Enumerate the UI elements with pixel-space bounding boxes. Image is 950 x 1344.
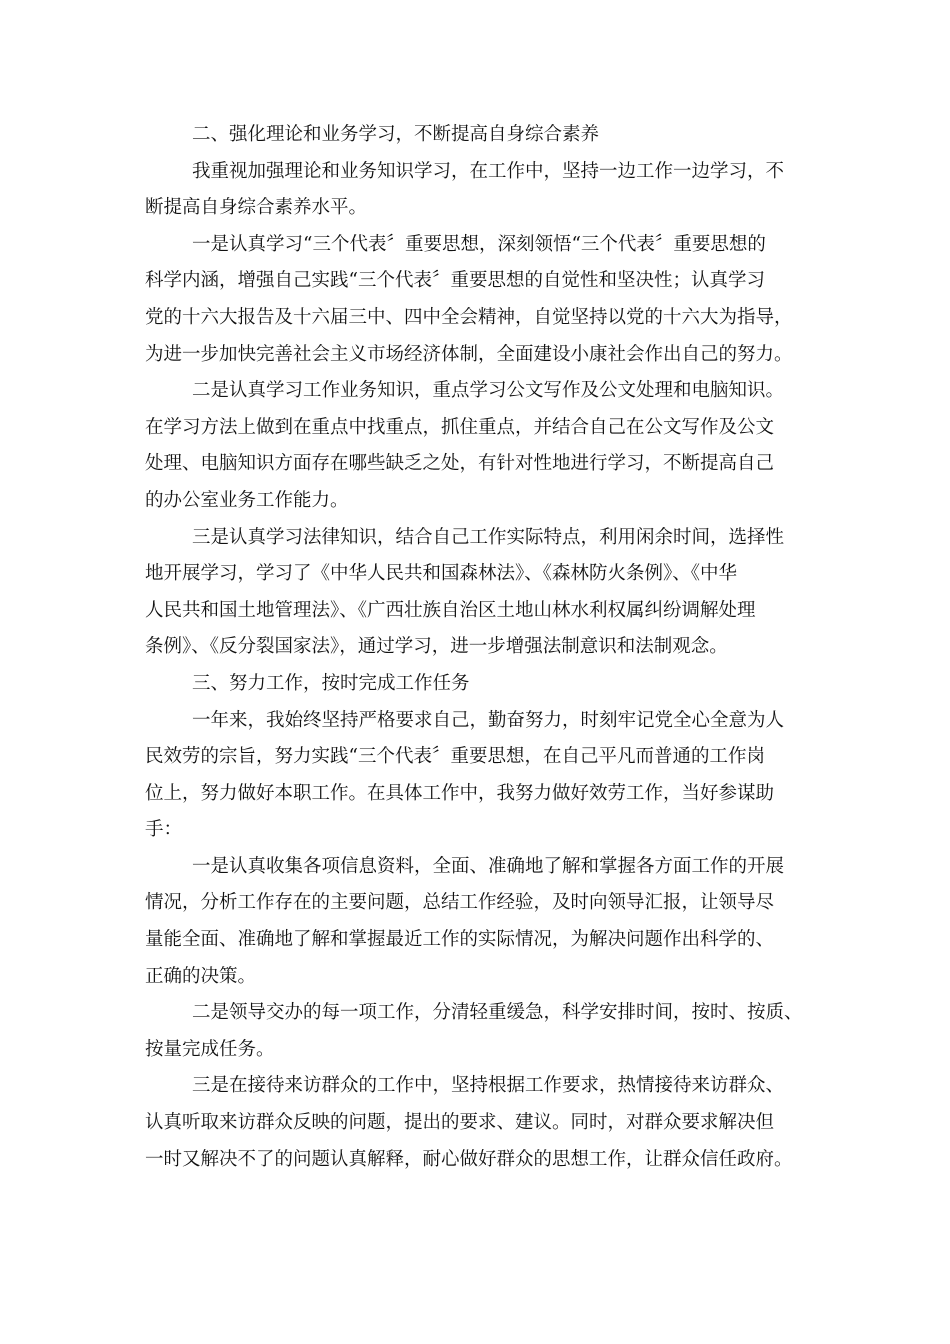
document-line: 认真听取来访群众反映的问题，提出的要求、建议。同时，对群众要求解决但	[145, 1112, 775, 1134]
document-line: 民效劳的宗旨，努力实践“三个代表〞重要思想，在自己平凡而普通的工作岗	[145, 746, 765, 768]
document-line: 手：	[145, 819, 183, 841]
document-line: 为进一步加快完善社会主义市场经济体制，全面建设小康社会作出自己的努力。	[145, 343, 793, 365]
document-line: 量能全面、准确地了解和掌握最近工作的实际情况，为解决问题作出科学的、	[145, 929, 775, 951]
document-line: 三是在接待来访群众的工作中，坚持根据工作要求，热情接待来访群众、	[192, 1075, 785, 1097]
document-line: 在学习方法上做到在重点中找重点，抓住重点，并结合自己在公文写作及公文	[145, 416, 775, 438]
document-line: 位上，努力做好本职工作。在具体工作中，我努力做好效劳工作，当好参谋助	[145, 782, 775, 804]
document-line: 正确的决策。	[145, 965, 257, 987]
document-line: 党的十六大报告及十六届三中、四中全会精神，自觉坚持以党的十六大为指导，	[145, 306, 793, 328]
document-line: 断提高自身综合素养水平。	[145, 197, 368, 219]
document-line: 我重视加强理论和业务知识学习，在工作中，坚持一边工作一边学习，不	[192, 160, 785, 182]
document-line: 三、努力工作，按时完成工作任务	[192, 672, 470, 694]
document-line: 地开展学习，学习了《中华人民共和国森林法》、《森林防火条例》、《中华	[145, 563, 738, 585]
document-line: 三是认真学习法律知识，结合自己工作实际特点，利用闲余时间，选择性	[192, 526, 785, 548]
document-line: 一年来，我始终坚持严格要求自己，勤奋努力，时刻牢记党全心全意为人	[192, 709, 785, 731]
document-line: 二、强化理论和业务学习，不断提高自身综合素养	[192, 124, 600, 145]
document-line: 科学内涵，增强自己实践“三个代表〞重要思想的自觉性和坚决性；认真学习	[145, 270, 765, 292]
document-line: 二是领导交办的每一项工作，分清轻重缓急，科学安排时间，按时、按质、	[192, 1002, 803, 1024]
document-line: 条例》、《反分裂国家法》，通过学习，进一步增强法制意识和法制观念。	[145, 636, 728, 658]
document-line: 一是认真收集各项信息资料，全面、准确地了解和掌握各方面工作的开展	[192, 855, 785, 877]
document-body	[145, 117, 835, 1178]
document-line: 一是认真学习“三个代表〞重要思想，深刻领悟“三个代表〞重要思想的	[192, 233, 766, 255]
document-line: 人民共和国土地管理法》、《广西壮族自治区土地山林水利权属纠纷调解处理	[145, 599, 756, 621]
document-line: 的办公室业务工作能力。	[145, 489, 349, 511]
document-line: 二是认真学习工作业务知识，重点学习公文写作及公文处理和电脑知识。	[192, 380, 785, 402]
document-line: 按量完成任务。	[145, 1038, 275, 1060]
document-line: 处理、电脑知识方面存在哪些缺乏之处，有针对性地进行学习，不断提高自己	[145, 453, 775, 475]
document-line: 一时又解决不了的问题认真解释，耐心做好群众的思想工作，让群众信任政府。	[145, 1148, 793, 1170]
document-line: 情况，分析工作存在的主要问题，总结工作经验，及时向领导汇报，让领导尽	[145, 892, 775, 914]
